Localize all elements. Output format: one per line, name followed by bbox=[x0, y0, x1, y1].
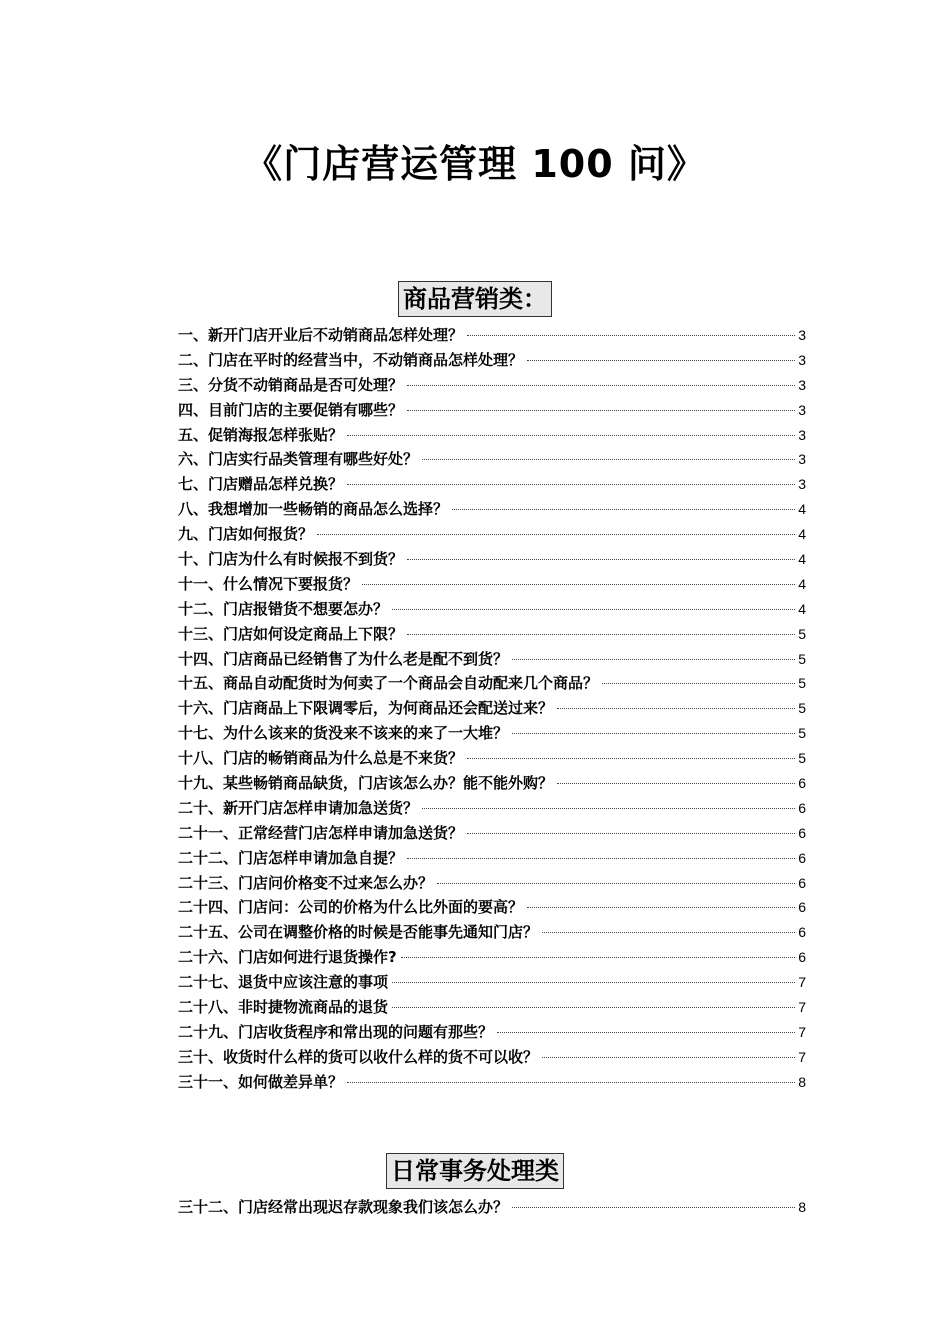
toc-entry-title: 二十五、公司在调整价格的时候是否能事先通知门店？ bbox=[178, 923, 539, 942]
section-heading-container bbox=[0, 1153, 950, 1189]
dot-leader bbox=[497, 1032, 795, 1033]
dot-leader bbox=[407, 559, 795, 560]
dot-leader bbox=[422, 459, 795, 460]
toc-entry[interactable] bbox=[178, 348, 806, 373]
toc-entry[interactable] bbox=[178, 796, 806, 821]
dot-leader bbox=[467, 335, 795, 336]
toc-entry-page-number: 5 bbox=[798, 725, 806, 742]
toc-entry-page-number: 3 bbox=[798, 401, 806, 418]
toc-entry-title: 一、新开门店开业后不动销商品怎样处理？ bbox=[178, 326, 464, 344]
dot-leader bbox=[401, 957, 796, 958]
toc-entry[interactable] bbox=[178, 522, 806, 547]
toc-entry[interactable] bbox=[178, 597, 806, 622]
dot-leader bbox=[347, 435, 795, 436]
toc-entry-page-number: 6 bbox=[798, 775, 806, 792]
toc-entry-page-number: 3 bbox=[798, 426, 806, 443]
dot-leader bbox=[452, 509, 795, 510]
toc-entry[interactable] bbox=[178, 1195, 806, 1220]
toc-entry-page-number: 5 bbox=[798, 750, 806, 767]
dot-leader bbox=[392, 1007, 795, 1008]
toc-entry-page-number: 7 bbox=[798, 1023, 806, 1040]
toc-entry-page-number: 3 bbox=[798, 476, 806, 493]
toc-entry-page-number: 5 bbox=[798, 700, 806, 717]
toc-entry[interactable] bbox=[178, 995, 806, 1020]
toc-entry-title: 三十一、如何做差异单？ bbox=[178, 1072, 344, 1091]
toc-entry-title: 二十一、正常经营门店怎样申请加急送货？ bbox=[178, 823, 464, 842]
toc-entry-title: 十七、为什么该来的货没来不该来的来了一大堆？ bbox=[178, 724, 509, 743]
dot-leader bbox=[437, 883, 795, 884]
toc-entry-title: 十六、门店商品上下限调零后，为何商品还会配送过来？ bbox=[178, 699, 554, 718]
toc-entry-title: 十四、门店商品已经销售了为什么老是配不到货？ bbox=[178, 649, 509, 668]
toc-entry-page-number: 7 bbox=[798, 1048, 806, 1065]
dot-leader bbox=[542, 932, 795, 933]
toc-entry[interactable] bbox=[178, 447, 806, 472]
toc-entry[interactable] bbox=[178, 746, 806, 771]
toc-entry[interactable] bbox=[178, 696, 806, 721]
dot-leader bbox=[407, 385, 795, 386]
dot-leader bbox=[317, 534, 795, 535]
toc-entry-title: 二十三、门店问价格变不过来怎么办？ bbox=[178, 873, 434, 892]
toc-entry[interactable] bbox=[178, 895, 806, 920]
toc-entry-page-number: 8 bbox=[798, 1199, 806, 1215]
toc-entry-page-number: 6 bbox=[798, 824, 806, 841]
toc-entry[interactable] bbox=[178, 721, 806, 746]
toc-entry-title: 二十八、非时捷物流商品的退货 bbox=[178, 998, 389, 1017]
toc-entry-title: 五、促销海报怎样张贴？ bbox=[178, 425, 344, 444]
dot-leader bbox=[347, 484, 795, 485]
table-of-contents-merchandise-marketing bbox=[178, 323, 806, 1095]
toc-entry[interactable] bbox=[178, 821, 806, 846]
toc-entry-title: 三、分货不动销商品是否可处理？ bbox=[178, 375, 404, 394]
dot-leader bbox=[527, 907, 795, 908]
toc-entry-title: 十五、商品自动配货时为何卖了一个商品会自动配来几个商品？ bbox=[178, 674, 599, 693]
toc-entry[interactable] bbox=[178, 423, 806, 448]
toc-entry-page-number: 5 bbox=[798, 625, 806, 642]
toc-entry-page-number: 5 bbox=[798, 650, 806, 667]
toc-entry[interactable] bbox=[178, 871, 806, 896]
toc-entry[interactable] bbox=[178, 373, 806, 398]
dot-leader bbox=[557, 783, 795, 784]
toc-entry-title: 二十四、门店问：公司的价格为什么比外面的要高？ bbox=[178, 898, 524, 917]
toc-entry-title: 三十、收货时什么样的货可以收什么样的货不可以收？ bbox=[178, 1047, 539, 1066]
toc-entry[interactable] bbox=[178, 1020, 806, 1045]
toc-entry-title: 二十七、退货中应该注意的事项 bbox=[178, 973, 389, 992]
dot-leader bbox=[407, 410, 795, 411]
toc-entry-page-number: 4 bbox=[798, 526, 806, 543]
toc-entry-title: 六、门店实行品类管理有哪些好处？ bbox=[178, 450, 419, 469]
toc-entry-page-number: 8 bbox=[798, 1073, 806, 1090]
section-heading-merchandise-marketing: 商品营销类： bbox=[398, 281, 552, 317]
toc-entry-page-number: 6 bbox=[798, 949, 806, 966]
toc-entry[interactable] bbox=[178, 472, 806, 497]
toc-entry[interactable] bbox=[178, 647, 806, 672]
toc-entry[interactable] bbox=[178, 622, 806, 647]
toc-entry-title: 四、目前门店的主要促销有哪些？ bbox=[178, 400, 404, 419]
section-heading-daily-affairs: 日常事务处理类 bbox=[386, 1153, 564, 1189]
toc-entry-title: 十八、门店的畅销商品为什么总是不来货？ bbox=[178, 749, 464, 768]
dot-leader bbox=[512, 733, 795, 734]
dot-leader bbox=[467, 833, 795, 834]
toc-entry-title: 二十六、门店如何进行退货操作? bbox=[178, 948, 397, 967]
toc-entry[interactable] bbox=[178, 398, 806, 423]
toc-entry-page-number: 4 bbox=[798, 600, 806, 617]
toc-entry-page-number: 7 bbox=[798, 974, 806, 991]
toc-entry-title: 七、门店赠品怎样兑换？ bbox=[178, 475, 344, 494]
toc-entry[interactable] bbox=[178, 497, 806, 522]
toc-entry-title: 十一、什么情况下要报货？ bbox=[178, 574, 359, 593]
toc-entry-title: 二、门店在平时的经营当中，不动销商品怎样处理？ bbox=[178, 350, 524, 369]
toc-entry[interactable] bbox=[178, 1045, 806, 1070]
toc-entry-title: 十二、门店报错货不想要怎办？ bbox=[178, 599, 389, 618]
toc-entry[interactable] bbox=[178, 547, 806, 572]
toc-entry[interactable] bbox=[178, 323, 806, 348]
toc-entry[interactable] bbox=[178, 970, 806, 995]
dot-leader bbox=[392, 609, 795, 610]
dot-leader bbox=[527, 360, 795, 361]
toc-entry-page-number: 7 bbox=[798, 999, 806, 1016]
toc-entry-page-number: 3 bbox=[798, 327, 806, 343]
toc-entry-page-number: 4 bbox=[798, 551, 806, 568]
toc-entry-page-number: 3 bbox=[798, 376, 806, 393]
dot-leader bbox=[602, 683, 795, 684]
toc-entry-title: 二十九、门店收货程序和常出现的问题有那些？ bbox=[178, 1022, 494, 1041]
toc-entry-title: 九、门店如何报货？ bbox=[178, 525, 314, 544]
toc-entry-page-number: 6 bbox=[798, 849, 806, 866]
dot-leader bbox=[542, 1057, 795, 1058]
toc-entry-title: 二十、新开门店怎样申请加急送货？ bbox=[178, 798, 419, 817]
toc-entry-title: 八、我想增加一些畅销的商品怎么选择？ bbox=[178, 500, 449, 519]
document-title: 《门店营运管理 100 问》 bbox=[244, 142, 706, 186]
toc-entry-title: 十九、某些畅销商品缺货，门店该怎么办？能不能外购？ bbox=[178, 774, 554, 793]
dot-leader bbox=[467, 758, 795, 759]
toc-entry[interactable] bbox=[178, 572, 806, 597]
toc-entry-page-number: 6 bbox=[798, 924, 806, 941]
dot-leader bbox=[392, 982, 795, 983]
toc-entry-page-number: 4 bbox=[798, 575, 806, 592]
toc-entry[interactable] bbox=[178, 771, 806, 796]
toc-entry-title: 十、门店为什么有时候报不到货？ bbox=[178, 550, 404, 569]
dot-leader bbox=[557, 708, 795, 709]
toc-entry[interactable] bbox=[178, 671, 806, 696]
toc-entry-title: 十三、门店如何设定商品上下限？ bbox=[178, 624, 404, 643]
toc-entry-page-number: 3 bbox=[798, 351, 806, 368]
toc-entry-page-number: 6 bbox=[798, 899, 806, 916]
table-of-contents-daily-affairs bbox=[178, 1195, 806, 1220]
dot-leader bbox=[407, 634, 795, 635]
dot-leader bbox=[407, 858, 795, 859]
section-heading-container bbox=[0, 281, 950, 317]
toc-entry-page-number: 4 bbox=[798, 501, 806, 518]
dot-leader bbox=[422, 808, 795, 809]
toc-entry-page-number: 3 bbox=[798, 451, 806, 468]
toc-entry[interactable] bbox=[178, 945, 806, 970]
dot-leader bbox=[347, 1082, 795, 1083]
toc-entry[interactable] bbox=[178, 1070, 806, 1095]
toc-entry[interactable] bbox=[178, 920, 806, 945]
toc-entry[interactable] bbox=[178, 846, 806, 871]
toc-entry-page-number: 6 bbox=[798, 874, 806, 891]
toc-entry-title: 二十二、门店怎样申请加急自提？ bbox=[178, 848, 404, 867]
toc-entry-title: 三十二、门店经常出现迟存款现象我们该怎么办？ bbox=[178, 1198, 509, 1216]
toc-entry-page-number: 5 bbox=[798, 675, 806, 692]
toc-entry-page-number: 6 bbox=[798, 799, 806, 816]
dot-leader bbox=[362, 584, 795, 585]
dot-leader bbox=[512, 659, 795, 660]
dot-leader bbox=[512, 1207, 795, 1208]
